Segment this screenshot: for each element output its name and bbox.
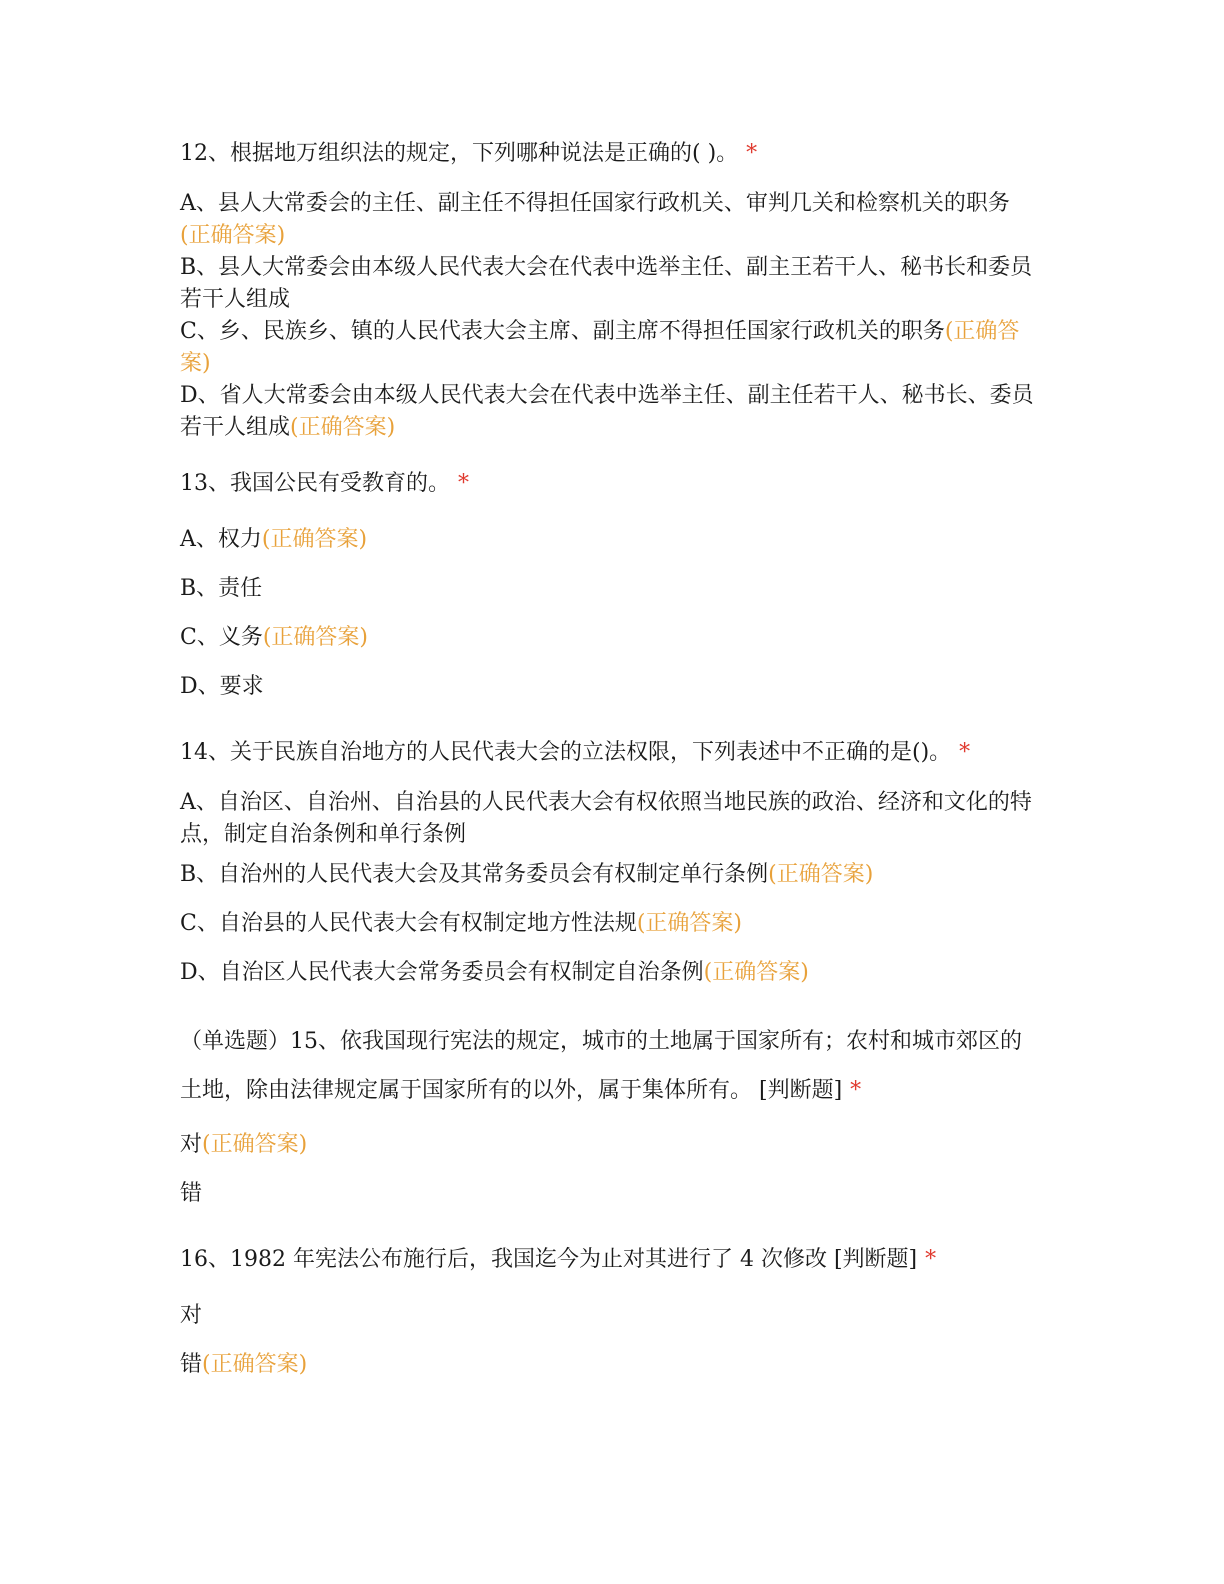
option[interactable]: D、要求 xyxy=(180,674,264,699)
option[interactable]: A、县人大常委会的主任、副主任不得担任国家行政机关、审判几关和检察机关的职务(正确答案) xyxy=(180,191,1010,248)
option[interactable]: 对 xyxy=(180,1303,203,1328)
option[interactable]: C、自治县的人民代表大会有权制定地方性法规(正确答案) xyxy=(180,911,743,936)
required-star: * xyxy=(850,1078,862,1103)
required-star: * xyxy=(959,740,971,765)
correct-answer-tag: (正确答案) xyxy=(636,911,743,936)
required-star: * xyxy=(746,141,758,166)
question-title: （单选题）15、依我国现行宪法的规定，城市的土地属于国家所有；农村和城市郊区的土地，除由法律规定属于国家所有的以外，属于集体所有。 [判断题] * xyxy=(180,1029,1022,1103)
option[interactable]: B、责任 xyxy=(180,576,263,601)
questionnaire-document xyxy=(180,138,1040,1405)
question-title: 12、根据地万组织法的规定，下列哪种说法是正确的( )。 * xyxy=(180,141,758,166)
option[interactable]: B、县人大常委会由本级人民代表大会在代表中选举主任、副主王若干人、秘书长和委员若干人组成 xyxy=(180,255,1033,312)
question-14 xyxy=(180,737,1040,989)
correct-answer-tag: (正确答案) xyxy=(180,319,1020,376)
question-title: 16、1982 年宪法公布施行后，我国迄今为止对其进行了 4 次修改 [判断题] * xyxy=(180,1247,937,1272)
correct-answer-tag: (正确答案) xyxy=(202,1352,308,1377)
required-star: * xyxy=(458,471,469,496)
correct-answer-tag: (正确答案) xyxy=(290,415,396,440)
option[interactable]: 错 xyxy=(180,1181,203,1206)
correct-answer-tag: (正确答案) xyxy=(262,625,369,650)
option[interactable]: 对(正确答案) xyxy=(180,1132,308,1157)
option[interactable]: A、权力(正确答案) xyxy=(180,527,368,552)
correct-answer-tag: (正确答案) xyxy=(180,223,286,248)
option[interactable]: 错(正确答案) xyxy=(180,1352,308,1377)
question-12 xyxy=(180,138,1040,444)
correct-answer-tag: (正确答案) xyxy=(768,862,874,887)
option[interactable]: C、乡、民族乡、镇的人民代表大会主席、副主席不得担任国家行政机关的职务(正确答案) xyxy=(180,319,1020,376)
option[interactable]: B、自治州的人民代表大会及其常务委员会有权制定单行条例(正确答案) xyxy=(180,862,874,887)
option[interactable]: A、自治区、自治州、自治县的人民代表大会有权依照当地民族的政治、经济和文化的特点，制定自治条例和单行条例 xyxy=(180,790,1032,847)
question-15 xyxy=(180,1017,1040,1210)
option[interactable]: D、省人大常委会由本级人民代表大会在代表中选举主任、副主任若干人、秘书长、委员若干人组成(正确答案) xyxy=(180,383,1034,440)
question-13 xyxy=(180,468,1040,703)
option[interactable]: C、义务(正确答案) xyxy=(180,625,369,650)
correct-answer-tag: (正确答案) xyxy=(703,960,809,985)
required-star: * xyxy=(925,1247,937,1272)
correct-answer-tag: (正确答案) xyxy=(261,527,368,552)
question-16 xyxy=(180,1244,1040,1381)
question-title: 13、我国公民有受教育的。 * xyxy=(180,471,469,496)
correct-answer-tag: (正确答案) xyxy=(202,1132,308,1157)
option[interactable]: D、自治区人民代表大会常务委员会有权制定自治条例(正确答案) xyxy=(180,960,809,985)
question-title: 14、关于民族自治地方的人民代表大会的立法权限，下列表述中不正确的是()。 * xyxy=(180,740,971,765)
